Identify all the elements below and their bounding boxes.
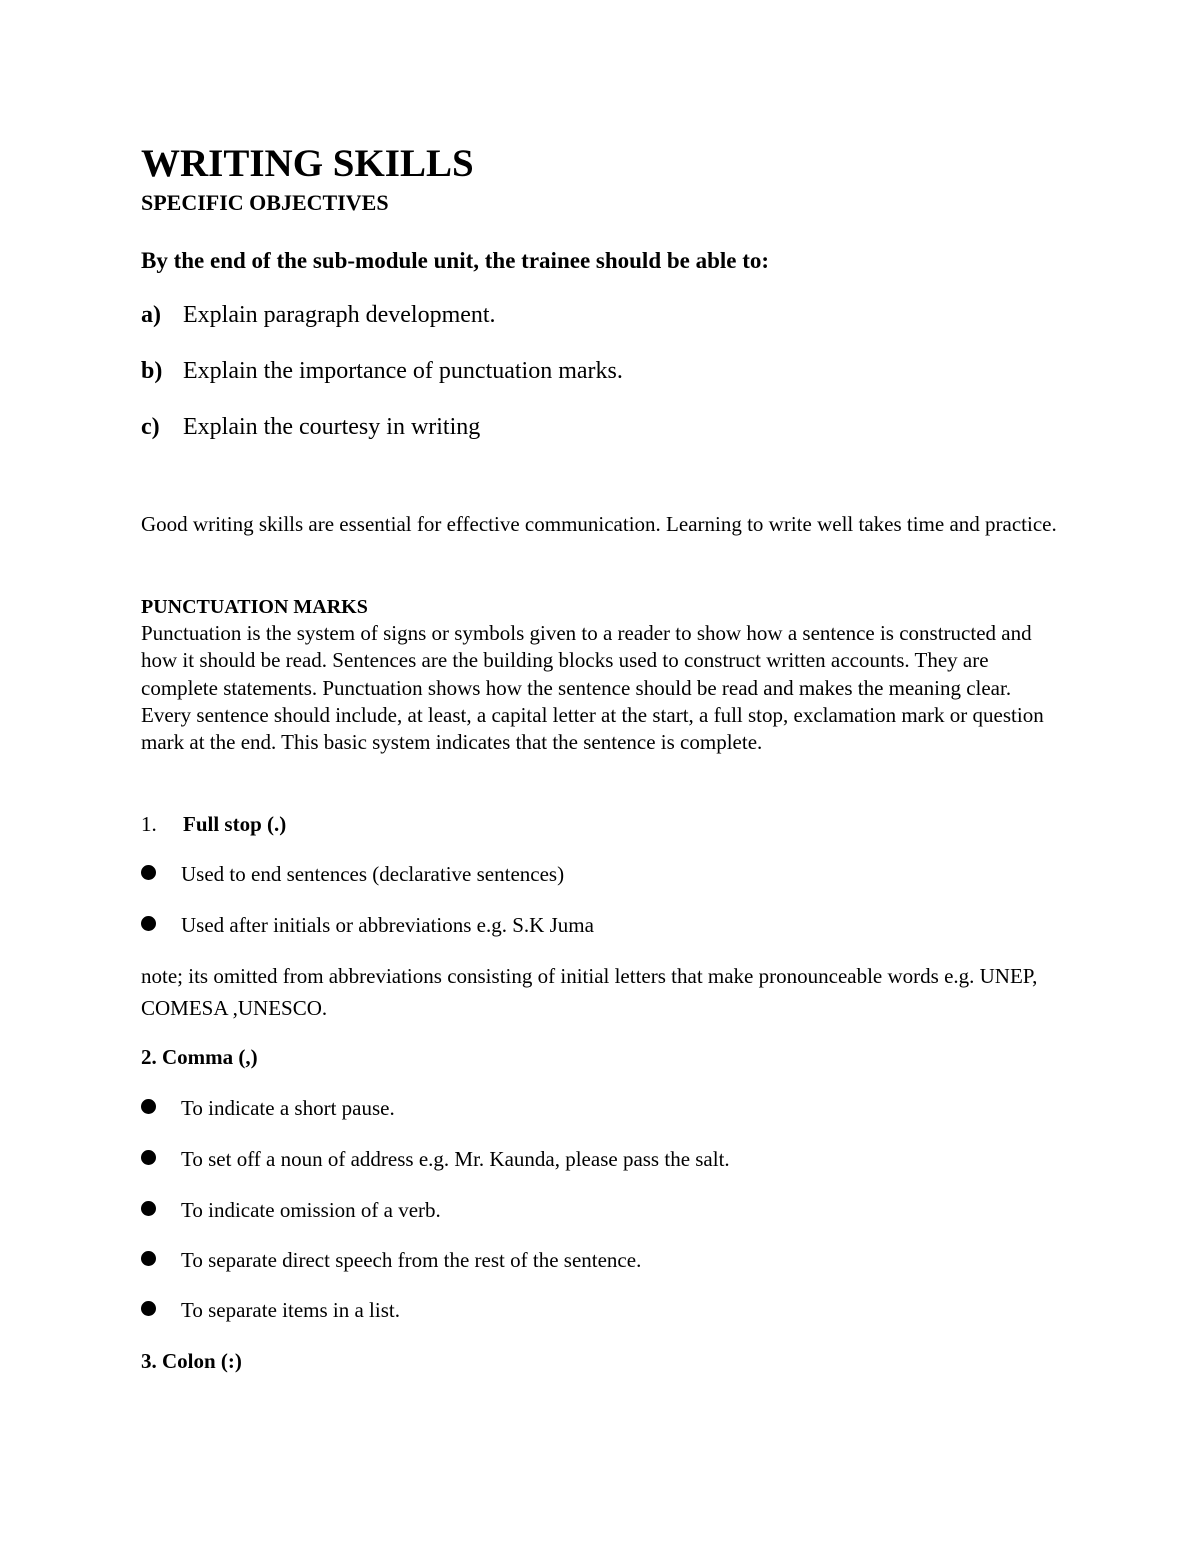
comma-heading: 2. Comma (,)	[141, 1045, 258, 1069]
list-item	[141, 1246, 641, 1274]
objective-text: Explain the importance of punctuation marks.	[183, 358, 623, 384]
punctuation-paragraph: Punctuation is the system of signs or symbols given to a reader to show how a sentence is constructed and how it should be read. Sentences are the building blocks used to construct written accounts. They are complete statements. Punctuation shows how the sentence should be read and makes the meaning clear. Every sentence should include, at least, a capital letter at the start, a full stop, exclamation mark or question mark at the end. This basic system indicates that the sentence is complete.	[141, 621, 1044, 755]
bullet-icon	[141, 916, 156, 931]
list-item-text: To indicate a short pause.	[181, 1096, 395, 1120]
list-item-text: To set off a noun of address e.g. Mr. Kaunda, please pass the salt.	[181, 1147, 730, 1171]
full-stop-note: note; its omitted from abbreviations consisting of initial letters that make pronounceable words e.g. UNEP, COMESA ,UNESCO.	[141, 964, 1038, 1020]
bullet-icon	[141, 1201, 156, 1216]
objective-letter: b)	[141, 358, 163, 384]
objective-item	[141, 300, 496, 330]
full-stop-heading	[141, 810, 286, 838]
bullet-icon	[141, 1251, 156, 1266]
objective-text: Explain the courtesy in writing	[183, 414, 481, 440]
opening-paragraph: Good writing skills are essential for effective communication. Learning to write well takes time and practice.	[141, 512, 1057, 536]
bullet-icon	[141, 865, 156, 880]
list-item-text: To separate items in a list.	[181, 1298, 400, 1322]
bullet-icon	[141, 1301, 156, 1316]
objective-letter: a)	[141, 302, 161, 328]
objective-letter: c)	[141, 414, 160, 440]
objective-item	[141, 356, 623, 386]
list-item	[141, 1094, 395, 1122]
colon-heading: 3. Colon (:)	[141, 1349, 242, 1373]
page-subtitle: SPECIFIC OBJECTIVES	[141, 190, 389, 215]
objectives-intro: By the end of the sub-module unit, the trainee should be able to:	[141, 248, 770, 273]
list-item	[141, 1145, 730, 1173]
list-item-text: To indicate omission of a verb.	[181, 1198, 441, 1222]
objective-text: Explain paragraph development.	[183, 302, 496, 328]
list-item-text: Used after initials or abbreviations e.g. S.K Juma	[181, 913, 594, 937]
page-title: WRITING SKILLS	[141, 142, 474, 185]
full-stop-number: 1.	[141, 812, 157, 836]
bullet-icon	[141, 1150, 156, 1165]
objective-item	[141, 412, 480, 442]
bullet-icon	[141, 1099, 156, 1114]
punctuation-heading: PUNCTUATION MARKS	[141, 596, 368, 618]
list-item	[141, 860, 564, 888]
list-item	[141, 1296, 400, 1324]
full-stop-label: Full stop (.)	[183, 812, 287, 836]
list-item-text: To separate direct speech from the rest of the sentence.	[181, 1248, 642, 1272]
list-item	[141, 911, 594, 939]
list-item	[141, 1196, 441, 1224]
list-item-text: Used to end sentences (declarative sentences)	[181, 862, 565, 886]
